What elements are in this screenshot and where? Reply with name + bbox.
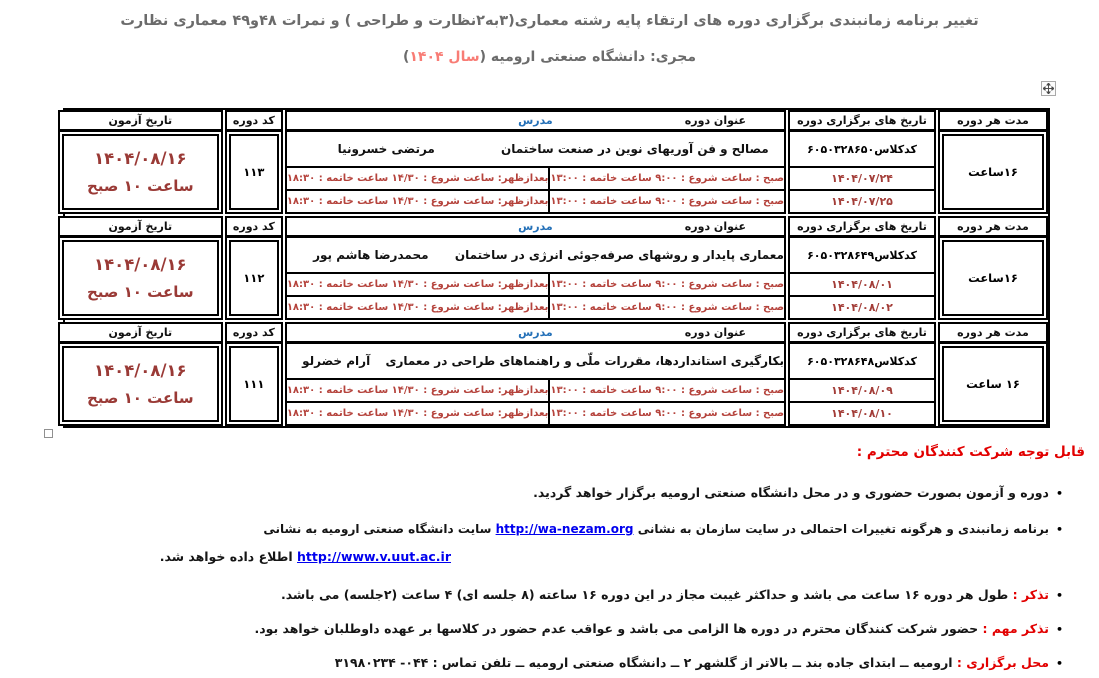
- instructor-header: مدرس: [518, 114, 553, 127]
- exam-date-header: تاریخ آزمون: [60, 218, 221, 238]
- note-in-person: [14, 482, 1063, 505]
- exam-date-value: ۱۴۰۴/۰۸/۱۶: [94, 361, 187, 380]
- course-title: معماری پایدار و روشهای صرفه‌جوئی انرژی در ساختمان: [454, 248, 784, 262]
- afternoon-schedule: بعدازظهر: ساعت شروع : ۱۴/۳۰ ساعت خاتمه : ۱۸:۳۰: [286, 196, 549, 207]
- exam-date-header: تاریخ آزمون: [60, 112, 221, 132]
- note-absence-limit: [14, 584, 1063, 607]
- course-section-113: [65, 110, 1048, 214]
- course-title-header: عنوان دوره: [684, 220, 746, 233]
- exam-date-value: ۱۴۰۴/۰۸/۱۶: [94, 255, 187, 274]
- course-schedule-table: [63, 108, 1050, 428]
- course-info-row: [287, 132, 784, 166]
- note-text: دوره و آزمون بصورت حضوری و در محل دانشگاه صنعتی ارومیه برگزار خواهد گردید.: [533, 485, 1049, 500]
- schedule-row: [287, 166, 784, 189]
- morning-schedule: صبح : ساعت شروع : ۹:۰۰ ساعت خاتمه : ۱۳:۰۰: [548, 168, 784, 189]
- note-location: [14, 652, 1063, 675]
- course-info-column: [285, 110, 786, 214]
- course-title: مصالح و فن آوریهای نوین در صنعت ساختمان: [501, 142, 769, 156]
- course-code-column: [225, 216, 283, 320]
- class-code: کدکلاس۶۰۵۰۳۲۸۶۴۹: [807, 248, 917, 262]
- course-title-header: عنوان دوره: [684, 114, 746, 127]
- note-text: برنامه زمانبندی و هرگونه تغییرات احتمالی در سایت سازمان به نشانی: [637, 522, 1049, 536]
- exam-date-value: ۱۴۰۴/۰۸/۱۶: [94, 149, 187, 168]
- note-text: حضور شرکت کنندگان محترم در دوره ها الزامی می باشد و عواقب عدم حضور در کلاسها بر عهده داوطلبان خواهد بود.: [254, 621, 979, 636]
- duration-header: مدت هر دوره: [940, 112, 1046, 132]
- note-text: اطلاع داده خواهد شد.: [159, 549, 293, 564]
- bullet-icon: •: [1055, 657, 1063, 670]
- afternoon-schedule: بعدازظهر: ساعت شروع : ۱۴/۳۰ ساعت خاتمه : ۱۸:۳۰: [286, 302, 549, 313]
- exam-date-cell: [62, 134, 219, 210]
- course-code-value: ۱۱۳: [229, 134, 279, 210]
- move-arrows-icon: [1043, 79, 1054, 98]
- course-info-header: [287, 218, 784, 238]
- morning-schedule: صبح : ساعت شروع : ۹:۰۰ ساعت خاتمه : ۱۳:۰۰: [548, 403, 784, 424]
- instructor-header: مدرس: [518, 326, 553, 339]
- note-text: طول هر دوره ۱۶ ساعت می باشد و حداکثر غیبت مجاز در این دوره ۱۶ ساعته (۸ جلسه ای) ۴ ساعت (۲جلسه) می باشد.: [280, 587, 1009, 602]
- duration-header: مدت هر دوره: [940, 324, 1046, 344]
- course-info-column: [285, 216, 786, 320]
- schedule-row: [287, 295, 784, 318]
- wa-nezam-org-link[interactable]: http://wa-nezam.org: [495, 522, 634, 536]
- note-attendance: [14, 618, 1063, 641]
- bullet-icon: •: [1055, 589, 1063, 602]
- bullet-icon: •: [1055, 487, 1063, 500]
- dates-column: [788, 110, 936, 214]
- afternoon-schedule: بعدازظهر: ساعت شروع : ۱۴/۳۰ ساعت خاتمه : ۱۸:۳۰: [286, 279, 549, 290]
- morning-schedule: صبح : ساعت شروع : ۹:۰۰ ساعت خاتمه : ۱۳:۰۰: [548, 380, 784, 401]
- exam-time-value: ساعت ۱۰ صبح: [86, 389, 194, 407]
- course-code-value: ۱۱۲: [229, 240, 279, 316]
- table-move-handle[interactable]: [1041, 81, 1056, 96]
- note-text: ارومیه ــ ابتدای جاده بند ــ بالاتر از گلشهر ۲ ــ دانشگاه صنعتی ارومیه ــ تلفن تماس : ۰۴۴- ۳۱۹۸۰۲۳۴: [334, 655, 953, 670]
- exam-date-header: تاریخ آزمون: [60, 324, 221, 344]
- course-info-row: [287, 238, 784, 272]
- course-info-row: [287, 344, 784, 378]
- instructor-header: مدرس: [518, 220, 553, 233]
- class-code: کدکلاس۶۰۵۰۳۲۸۶۴۸: [807, 354, 917, 368]
- afternoon-schedule: بعدازظهر: ساعت شروع : ۱۴/۳۰ ساعت خاتمه : ۱۸:۳۰: [286, 173, 549, 184]
- note-label: تذکر مهم :: [982, 621, 1049, 636]
- morning-schedule: صبح : ساعت شروع : ۹:۰۰ ساعت خاتمه : ۱۳:۰۰: [548, 274, 784, 295]
- exam-date-column: [58, 110, 223, 214]
- course-code-column: [225, 110, 283, 214]
- note-line: [14, 543, 1063, 570]
- exam-date-column: [58, 216, 223, 320]
- course-dates-header: تاریخ های برگزاری دوره: [790, 112, 934, 132]
- bullet-icon: •: [1055, 523, 1063, 536]
- note-line: [14, 516, 1063, 543]
- table-resize-handle[interactable]: [44, 429, 53, 438]
- exam-date-column: [58, 322, 223, 426]
- course-code-header: کد دوره: [227, 218, 281, 238]
- organizer-text-close: ): [402, 49, 410, 65]
- dates-column: [788, 216, 936, 320]
- course-date: ۱۴۰۴/۰۸/۰۲: [790, 295, 934, 318]
- instructor-name: آرام خضرلو: [302, 354, 371, 368]
- afternoon-schedule: بعدازظهر: ساعت شروع : ۱۴/۳۰ ساعت خاتمه : ۱۸:۳۰: [286, 408, 549, 419]
- duration-column: [938, 110, 1048, 214]
- schedule-row: [287, 378, 784, 401]
- course-code-column: [225, 322, 283, 426]
- course-dates-header: تاریخ های برگزاری دوره: [790, 218, 934, 238]
- notes-heading: قابل توجه شرکت کنندگان محترم :: [856, 444, 1085, 460]
- course-title-header: عنوان دوره: [684, 326, 746, 339]
- uut-ac-ir-link[interactable]: http://www.v.uut.ac.ir: [297, 549, 451, 564]
- course-date: ۱۴۰۴/۰۷/۲۵: [790, 189, 934, 212]
- instructor-name: محمدرضا هاشم پور: [313, 248, 429, 262]
- schedule-row: [287, 189, 784, 212]
- duration-value: ۱۶ساعت: [942, 134, 1044, 210]
- note-schedule-changes: [14, 516, 1063, 570]
- course-date: ۱۴۰۴/۰۸/۰۱: [790, 272, 934, 295]
- morning-schedule: صبح : ساعت شروع : ۹:۰۰ ساعت خاتمه : ۱۳:۰۰: [548, 191, 784, 212]
- year-highlight: سال ۱۴۰۴: [409, 49, 480, 65]
- duration-column: [938, 322, 1048, 426]
- course-section-111: [65, 322, 1048, 426]
- organizer-text: مجری: دانشگاه صنعتی ارومیه (: [479, 49, 697, 65]
- bullet-icon: •: [1055, 623, 1063, 636]
- course-dates-header: تاریخ های برگزاری دوره: [790, 324, 934, 344]
- course-info-header: [287, 324, 784, 344]
- document-subtitle: [0, 49, 1099, 65]
- duration-value: ۱۶ ساعت: [942, 346, 1044, 422]
- course-date: ۱۴۰۴/۰۸/۰۹: [790, 378, 934, 401]
- course-date: ۱۴۰۴/۰۷/۲۴: [790, 166, 934, 189]
- dates-column: [788, 322, 936, 426]
- duration-column: [938, 216, 1048, 320]
- schedule-row: [287, 401, 784, 424]
- duration-value: ۱۶ساعت: [942, 240, 1044, 316]
- exam-date-cell: [62, 346, 219, 422]
- notes-section: [14, 444, 1085, 678]
- duration-header: مدت هر دوره: [940, 218, 1046, 238]
- note-label: محل برگزاری :: [956, 655, 1049, 670]
- course-code-header: کد دوره: [227, 324, 281, 344]
- note-label: تذکر :: [1012, 587, 1049, 602]
- note-text: سایت دانشگاه صنعتی ارومیه به نشانی: [263, 522, 492, 536]
- course-info-header: [287, 112, 784, 132]
- course-code-value: ۱۱۱: [229, 346, 279, 422]
- course-section-112: [65, 216, 1048, 320]
- exam-date-cell: [62, 240, 219, 316]
- class-code: کدکلاس۶۰۵۰۳۲۸۶۵۰: [807, 142, 917, 156]
- afternoon-schedule: بعدازظهر: ساعت شروع : ۱۴/۳۰ ساعت خاتمه : ۱۸:۳۰: [286, 385, 549, 396]
- course-info-column: [285, 322, 786, 426]
- exam-time-value: ساعت ۱۰ صبح: [86, 283, 194, 301]
- schedule-row: [287, 272, 784, 295]
- instructor-name: مرتضی خسرونیا: [337, 142, 435, 156]
- morning-schedule: صبح : ساعت شروع : ۹:۰۰ ساعت خاتمه : ۱۳:۰۰: [548, 297, 784, 318]
- document-title: تغيير برنامه زمانبندی برگزاری دوره های ارتقاء پایه رشته معماری(۳به۲نظارت و طراحی ) و نمرات ۴۸و۴۹ معماری نظارت: [120, 13, 979, 29]
- course-title: بکارگیری استانداردها، مقررات ملّی و راهنماهای طراحی در معماری: [385, 354, 784, 368]
- course-code-header: کد دوره: [227, 112, 281, 132]
- exam-time-value: ساعت ۱۰ صبح: [86, 177, 194, 195]
- course-date: ۱۴۰۴/۰۸/۱۰: [790, 401, 934, 424]
